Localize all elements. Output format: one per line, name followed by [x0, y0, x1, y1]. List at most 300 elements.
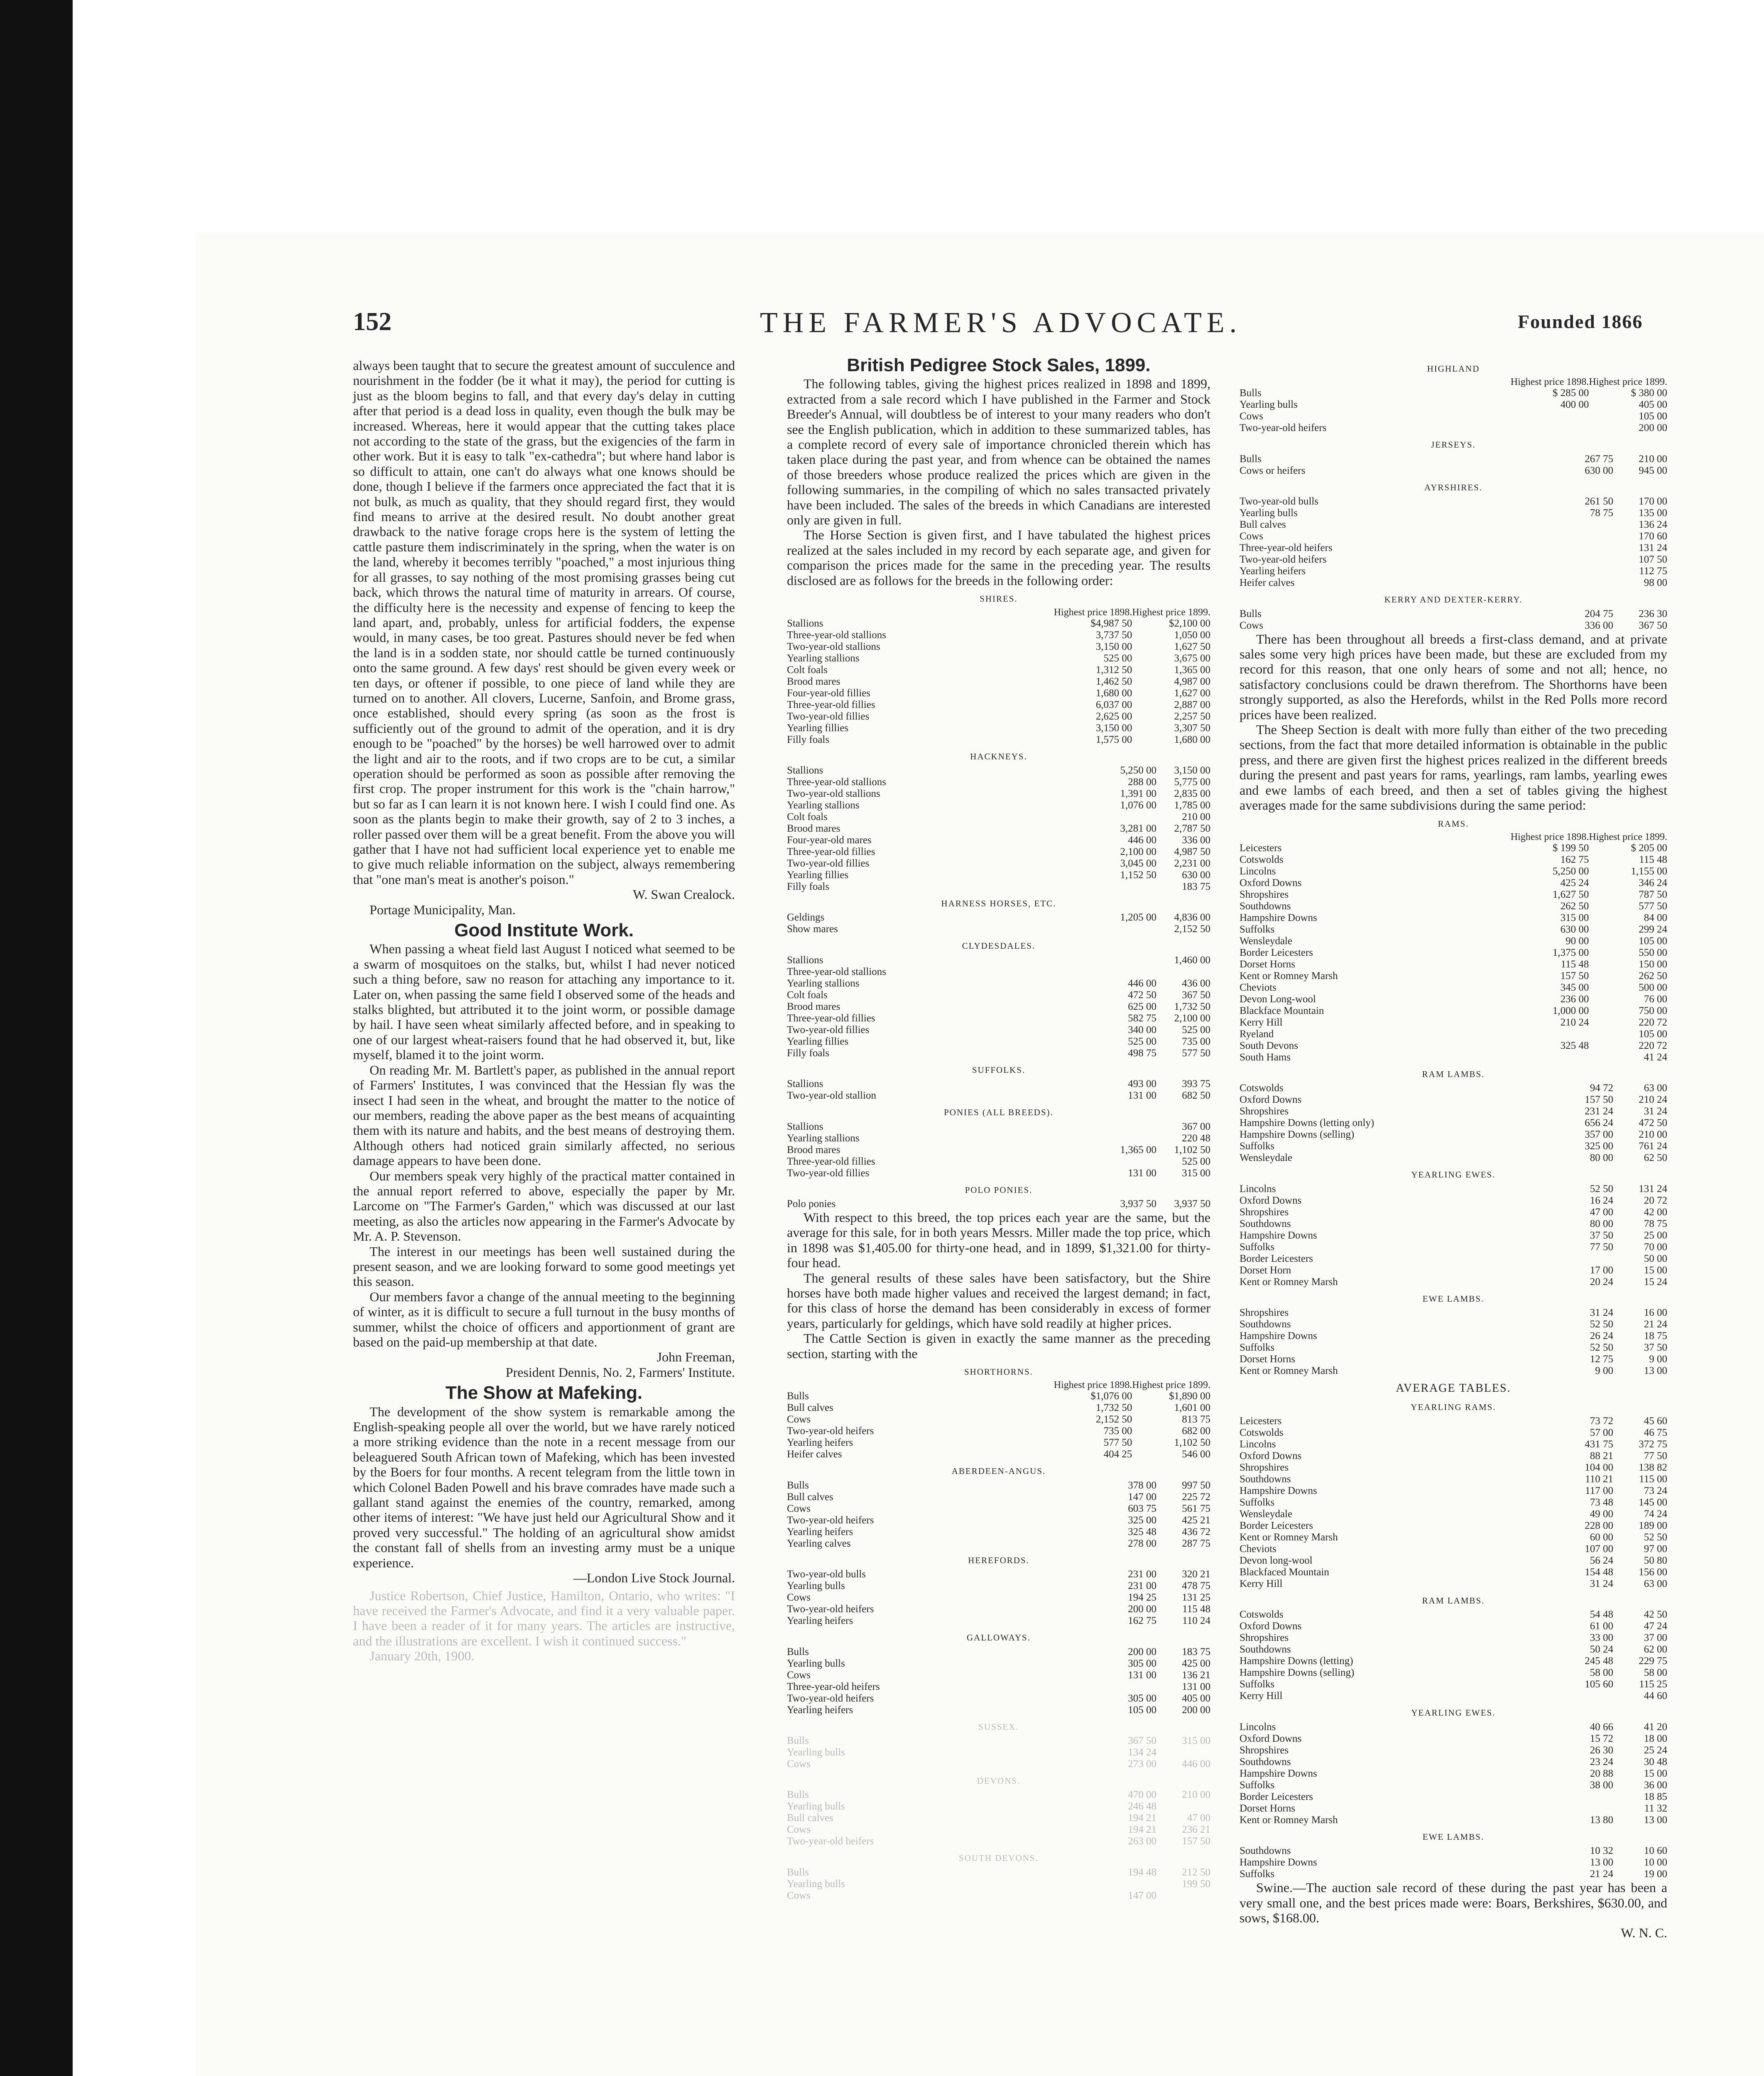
price-cell: 150 00: [1639, 958, 1667, 970]
price-cell: 117 00: [1585, 1485, 1613, 1496]
row-label: Stallions: [787, 617, 823, 629]
table-row: [787, 653, 1210, 664]
row-label: Oxford Downs: [1240, 1621, 1302, 1632]
row-label: Cotswolds: [1240, 1427, 1284, 1438]
price-cell: 105 60: [1585, 1679, 1613, 1690]
price-cell: 425 21: [1182, 1514, 1210, 1526]
price-cell: 372 75: [1639, 1438, 1667, 1450]
row-label: Two-year-old fillies: [787, 1167, 870, 1179]
table-caption: RAM LAMBS.: [1422, 1595, 1485, 1606]
row-label: Suffolks: [1240, 1679, 1275, 1690]
price-cell: 46 75: [1644, 1427, 1667, 1438]
price-cell: 131 00: [1182, 1681, 1210, 1692]
price-cell: 500 00: [1639, 982, 1667, 993]
price-cell: 1,365 00: [1120, 1144, 1156, 1156]
price-cell: 77 50: [1644, 1450, 1667, 1462]
table-row: [787, 1758, 1210, 1770]
paragraph: There has been throughout all breeds a first-class demand, and at private sales some very high prices have been made, but these are excluded from my record for this reason, that one only hears of some and not all; hence, no satisfactory conclusions could be drawn therefrom. The Shorthorns have been strongly supported, as also the Herefords, whilst in the Red Polls more record prices have been realized.: [1240, 631, 1667, 722]
paragraph: always been taught that to secure the greatest amount of succulence and nourishment in the fodder (be it what it may), the period for cutting is just as the bloom begins to fall, and that every day's delay in cutting after that period is a dead loss in quality, even though the bulk may be increased. Whereas, here it would appear that the cutting takes place not according to the state of the grass, but the exigencies of the farm in other work. But it is easy to talk "ex-cathedra"; but where hand labor is so difficult to attain, one can't do always what one knows should be done, though I believe if the farmers once appreciated the fact that it is not bulk, as much as quality, that they should regard first, they would find means to arrive at the desired result. No doubt another great drawback to the native forage crops here is the system of letting the cattle pasture them indiscriminately in the spring, when the water is on the land, whereby it becomes terribly "poached," a most injurious thing for all grasses, to say nothing of the most promising grasses being cut back, which throws the natural time of maturity in arrears. Of course, the difficulty here is the necessity and expense of fencing to keep the land apart, and, probably, unless for artificial fodders, the expense would, in many cases, be too great. Pastures should never be fed when the land is in a sodden state, nor should cattle be turned continuously onto the same ground. A few days' rest should be given every week or ten days, or oftener if possible, to one piece of land while they are turned on to another. All clovers, Lucerne, Sanfoin, and Brome grass, once established, should every spring (as soon as the frost is sufficiently out of the ground to admit of the operation, and it is dry enough to be "poached" by the horses) be well harrowed over to admit the light and air to the roots, and if two crops are to be cut, a similar operation should be performed as soon as possible after removing the first crop. The proper instrument for this work is the "chain harrow," but so far as I can learn it is not known here. I wish I could find one. As soon as the plants begin to make their growth, say of 2 to 3 inches, a roller passed over them will be a great benefit. From the above you will gather that I have not had sufficient local experience yet to enable me to give much reliable information on the subject, always remembering that "one man's meat is another's poison.": [353, 358, 735, 887]
table-row: [1240, 422, 1667, 434]
header-blank: [1240, 832, 1511, 842]
table-row: [787, 1024, 1210, 1036]
price-cell: 340 00: [1128, 1024, 1156, 1036]
price-cell: 183 75: [1182, 881, 1210, 892]
table-row: [1240, 1814, 1667, 1826]
table-row: [1240, 924, 1667, 935]
price-cell: 115 00: [1639, 1473, 1667, 1485]
table-row: [787, 629, 1210, 641]
row-label: Stallions: [787, 764, 823, 776]
row-label: Bulls: [787, 1866, 809, 1878]
price-cell: 50 00: [1644, 1253, 1667, 1264]
row-label: Bulls: [1240, 453, 1262, 465]
row-label: Three-year-old stallions: [787, 629, 886, 641]
table-row: [1240, 1450, 1667, 1462]
price-cell: 210 00: [1182, 1789, 1210, 1801]
table-row: [1240, 970, 1667, 982]
row-label: Shropshires: [1240, 1632, 1289, 1644]
price-cell: 115 25: [1639, 1679, 1667, 1690]
table-caption: RAM LAMBS.: [1422, 1069, 1485, 1079]
column-header: Highest price 1898.: [1510, 831, 1589, 842]
price-cell: 115 48: [1561, 958, 1589, 970]
table-row: [1240, 1439, 1667, 1450]
price-cell: [1156, 966, 1210, 978]
table-row: [787, 734, 1210, 746]
row-label: Dorset Horns: [1240, 1354, 1296, 1365]
article-heading: Good Institute Work.: [454, 920, 634, 941]
table-row: [1240, 1129, 1667, 1141]
price-cell: 231 24: [1585, 1106, 1613, 1117]
paragraph: The following tables, giving the highest prices realized in 1898 and 1899, extracted from a sale record which I have published in the Farmer and Stock Breeder's Annual, will doubtless be of interest to your many readers who don't see the English publication, which in addition to these summarized tables, has a complete record of every sale of importance chronicled therein which has taken place during the past year, and from whence can be obtained the names of those breeders whose produce realized the prices which are given in the following summaries, in the compiling of which no sales transacted privately have been included. The sales of the breeds in which Canadians are interested only are given in full.: [787, 376, 1210, 528]
price-cell: 25 00: [1644, 1229, 1667, 1241]
price-cell: $ 380 00: [1631, 387, 1667, 399]
row-label: Cotswolds: [1240, 1609, 1284, 1621]
row-label: Cows: [787, 1414, 811, 1425]
price-cell: 78 75: [1590, 507, 1613, 519]
table-caption: SOUTH DEVONS.: [959, 1853, 1039, 1863]
price-cell: [1559, 531, 1613, 542]
price-cell: 9 00: [1649, 1354, 1667, 1365]
row-label: Hampshire Downs (selling): [1240, 1129, 1355, 1141]
table-row: [787, 1747, 1210, 1758]
price-cell: 325 00: [1585, 1141, 1613, 1152]
column-header: Highest price 1899.: [1132, 1380, 1210, 1391]
table-row: [787, 1121, 1210, 1133]
price-cell: 115 48: [1639, 854, 1667, 865]
table-row: [787, 1425, 1210, 1437]
row-label: Two-year-old fillies: [787, 857, 870, 869]
price-cell: 110 21: [1585, 1473, 1613, 1485]
row-label: Oxford Downs: [1240, 1094, 1302, 1106]
price-cell: 9 00: [1595, 1365, 1613, 1377]
price-table: [1240, 1845, 1667, 1880]
table-caption: ABERDEEN-ANGUS.: [951, 1466, 1046, 1476]
row-label: Three-year-old stallions: [787, 776, 886, 788]
table-row: [1240, 994, 1667, 1005]
table-caption: HEREFORDS.: [968, 1555, 1029, 1565]
table-row: [1240, 982, 1667, 994]
price-cell: 2,100 00: [1120, 846, 1156, 857]
row-label: Yearling stallions: [787, 799, 860, 811]
row-label: Shropshires: [1240, 1106, 1289, 1117]
price-cell: 31 24: [1590, 1578, 1613, 1589]
row-label: Kerry Hill: [1240, 1016, 1283, 1028]
row-label: Heifer calves: [1240, 577, 1295, 589]
table-caption: KERRY AND DEXTER-KERRY.: [1384, 595, 1523, 605]
paragraph: Our members favor a change of the annual meeting to the beginning of winter, as it is difficult to secure a full turnout in the busy months of summer, whilst the choice of officers and apportionment of grant are based on the paid-up membership at that date.: [353, 1289, 735, 1349]
price-cell: 210 00: [1639, 1129, 1667, 1141]
price-cell: 58 00: [1644, 1667, 1667, 1679]
price-cell: 1,000 00: [1552, 1005, 1589, 1016]
price-cell: 15 72: [1590, 1733, 1613, 1744]
row-label: Yearling bulls: [1240, 399, 1298, 411]
row-label: Shropshires: [1240, 889, 1289, 900]
row-label: Dorset Horns: [1240, 958, 1296, 970]
price-cell: 33 00: [1590, 1632, 1613, 1644]
table-row: [1240, 399, 1667, 411]
price-cell: 1,102 50: [1174, 1144, 1210, 1156]
price-cell: [1102, 966, 1156, 978]
price-cell: 194 48: [1128, 1866, 1156, 1878]
price-cell: 525 00: [1128, 1036, 1156, 1047]
table-row: [1240, 1183, 1667, 1195]
row-label: Blackfaced Mountain: [1240, 1566, 1329, 1578]
price-cell: 156 00: [1639, 1566, 1667, 1578]
table-row: [1240, 620, 1667, 632]
table-row: [787, 912, 1210, 923]
price-cell: 107 50: [1639, 554, 1667, 566]
table-row: [1240, 542, 1667, 554]
row-label: Suffolks: [1240, 1241, 1275, 1253]
table-row: [787, 1001, 1210, 1013]
paragraph: When passing a wheat field last August I noticed what seemed to be a swarm of mosquitoes on the stalks, but, whilst I had never noticed such a thing before, saw no reason for attaching any importance to it. Later on, when passing the same field I observed some of the heads and stalks blighted, but attributed it to the joint worm, or possible damage by hail. I have seen wheat similarly affected before, and in speaking to one of our largest wheat-raisers found that he had observed it, but, like myself, blamed it to the joint worm.: [353, 941, 735, 1062]
price-cell: [1559, 1803, 1613, 1814]
price-cell: 236 00: [1560, 993, 1589, 1005]
price-cell: 131 24: [1639, 1183, 1667, 1195]
price-cell: 52 50: [1644, 1531, 1667, 1543]
price-cell: 136 21: [1182, 1669, 1210, 1681]
price-cell: 154 48: [1585, 1566, 1613, 1578]
table-row: [1240, 959, 1667, 970]
price-cell: 336 00: [1585, 619, 1613, 631]
row-label: Hampshire Downs: [1240, 1768, 1317, 1779]
price-cell: $ 205 00: [1631, 842, 1667, 854]
table-row: [1240, 1218, 1667, 1230]
table-row: [787, 858, 1210, 869]
price-cell: 735 00: [1103, 1425, 1132, 1437]
price-cell: 199 50: [1182, 1878, 1210, 1890]
paragraph: The development of the show system is remarkable among the English-speaking people all over the world, but we have rarely noticed a more striking evidence than the note in a recent message from our beleaguered South African town of Mafeking, which has been invested by the Boers for four months. A recent telegram from the little town in which Colonel Baden Powell and his brave comrades have made such a gallant stand against the enemies of the country, remarked, among other items of interest: "We have just held our Agricultural Show and it proved very successful." The holding of an agricultural show amidst the constant fall of shells from an investing army must be a unique experience.: [353, 1404, 735, 1570]
table-header-row: [787, 607, 1210, 618]
table-row: [1240, 1082, 1667, 1094]
table-row: [787, 711, 1210, 722]
table-row: [1240, 1365, 1667, 1377]
price-cell: 400 00: [1560, 399, 1589, 411]
price-cell: 357 00: [1585, 1129, 1613, 1141]
price-cell: 105 00: [1639, 1028, 1667, 1040]
table-row: [1240, 901, 1667, 912]
price-cell: 3,045 00: [1120, 857, 1156, 869]
price-cell: 582 75: [1128, 1012, 1156, 1024]
table-row: [1240, 1017, 1667, 1028]
table-row: [1240, 1520, 1667, 1532]
paragraph: On reading Mr. M. Bartlett's paper, as published in the annual report of Farmers' Institutes, I was convinced that the Hessian fly was the insect I had seen in the wheat, and brought the matter to the notice of our members, reading the above paper as the best means of acquainting them with its nature and habits, and the best means of destroying them. Although others had noticed grain similarly affected, no serious damage appears to have been done.: [353, 1062, 735, 1168]
row-label: Cows: [1240, 531, 1263, 542]
table-row: [1240, 1241, 1667, 1253]
price-cell: $ 199 50: [1552, 842, 1589, 854]
table-caption: SUSSEX.: [978, 1721, 1019, 1732]
price-cell: $1,890 00: [1169, 1391, 1210, 1402]
row-label: Cows or heifers: [1240, 465, 1306, 476]
row-label: Yearling calves: [787, 1537, 851, 1549]
price-cell: 997 50: [1182, 1479, 1210, 1491]
row-label: Yearling heifers: [787, 1526, 853, 1537]
row-label: Hampshire Downs (selling): [1240, 1667, 1355, 1679]
row-label: Suffolks: [1240, 1779, 1275, 1791]
price-cell: 60 00: [1590, 1531, 1613, 1543]
price-cell: 525 00: [1182, 1156, 1210, 1167]
column-1: [353, 358, 735, 1664]
row-label: Yearling stallions: [787, 1132, 860, 1144]
price-cell: 656 24: [1585, 1117, 1613, 1129]
price-cell: 210 24: [1560, 1016, 1589, 1028]
price-cell: 2,100 00: [1174, 1012, 1210, 1024]
price-cell: 10 00: [1644, 1857, 1667, 1868]
price-cell: 135 00: [1639, 507, 1667, 519]
table-row: [787, 1789, 1210, 1801]
price-cell: 52 50: [1590, 1319, 1613, 1330]
table-row: [1240, 1094, 1667, 1106]
table-row: [787, 1480, 1210, 1491]
row-label: Cows: [1240, 411, 1263, 422]
price-cell: 3,150 00: [1095, 641, 1132, 652]
row-label: Kerry Hill: [1240, 1690, 1283, 1702]
row-label: Border Leicesters: [1240, 1253, 1313, 1264]
price-cell: $4,987 50: [1090, 617, 1132, 629]
row-label: Yearling fillies: [787, 722, 849, 734]
price-cell: 231 00: [1128, 1580, 1156, 1592]
price-cell: 134 24: [1128, 1747, 1156, 1758]
row-label: Bulls: [787, 1735, 809, 1747]
price-cell: 405 00: [1182, 1692, 1210, 1704]
row-label: Four-year-old fillies: [787, 687, 871, 699]
price-cell: 20 72: [1644, 1195, 1667, 1206]
price-cell: 446 00: [1182, 1758, 1210, 1770]
row-label: Bulls: [787, 1789, 809, 1801]
price-cell: 47 00: [1187, 1812, 1210, 1824]
row-label: Kent or Romney Marsh: [1240, 1276, 1338, 1288]
row-label: Filly foals: [787, 881, 830, 892]
price-cell: 305 00: [1128, 1692, 1156, 1704]
table-caption: EWE LAMBS.: [1422, 1831, 1485, 1842]
table-row: [1240, 1857, 1667, 1868]
price-cell: 157 50: [1560, 970, 1589, 982]
price-cell: $2,100 00: [1169, 617, 1210, 629]
price-cell: 1,205 00: [1120, 912, 1156, 923]
table-row: [1240, 577, 1667, 589]
table-row: [1240, 1342, 1667, 1354]
price-cell: 1,627 50: [1174, 641, 1210, 652]
price-cell: 229 75: [1639, 1655, 1667, 1667]
signature: W. N. C.: [1621, 1925, 1667, 1941]
row-label: Two-year-old stallions: [787, 788, 880, 799]
row-label: Brood mares: [787, 676, 840, 687]
row-label: Bull calves: [787, 1402, 833, 1414]
table-row: [1240, 1667, 1667, 1679]
row-label: Southdowns: [1240, 1319, 1291, 1330]
price-cell: [1559, 554, 1613, 566]
table-row: [787, 881, 1210, 893]
price-cell: 2,887 00: [1174, 699, 1210, 710]
table-row: [1240, 1117, 1667, 1129]
price-cell: 577 50: [1639, 900, 1667, 912]
price-cell: 12 75: [1590, 1354, 1613, 1365]
row-label: Suffolks: [1240, 1141, 1275, 1152]
page-number: 152: [353, 308, 392, 336]
price-cell: 11 32: [1644, 1802, 1667, 1814]
price-cell: 262 50: [1560, 900, 1589, 912]
row-label: Yearling bulls: [787, 1580, 845, 1592]
table-row: [787, 966, 1210, 978]
price-cell: 261 50: [1585, 496, 1613, 507]
price-cell: 1,462 50: [1095, 676, 1132, 687]
article-heading: British Pedigree Stock Sales, 1899.: [847, 355, 1151, 375]
paragraph: Our members speak very highly of the practical matter contained in the annual report referred to above, especially the paper by Mr. Larcome on "The Farmer's Garden," which was discussed at our last meeting, as also the articles now appearing in the Farmer's Advocate by Mr. A. P. Stevenson.: [353, 1168, 735, 1244]
price-cell: 37 00: [1644, 1632, 1667, 1644]
price-table: [1240, 1307, 1667, 1377]
table-row: [787, 1867, 1210, 1878]
row-label: Stallions: [787, 954, 823, 966]
paragraph: The Cattle Section is given in exactly the same manner as the preceding section, starting with the: [787, 1331, 1210, 1361]
price-cell: 80 00: [1590, 1152, 1613, 1164]
row-label: Lincolns: [1240, 1438, 1276, 1450]
price-cell: [1559, 566, 1613, 577]
table-row: [1240, 1152, 1667, 1164]
price-cell: 18 75: [1644, 1330, 1667, 1342]
price-table: [1240, 1609, 1667, 1702]
price-cell: 189 00: [1639, 1520, 1667, 1531]
row-label: Southdowns: [1240, 1644, 1291, 1655]
table-row: [1240, 566, 1667, 577]
row-label: Bull calves: [787, 1812, 833, 1824]
table-row: [787, 1878, 1210, 1890]
price-cell: 138 82: [1639, 1462, 1667, 1473]
price-cell: 1,312 50: [1095, 664, 1132, 676]
table-header-row: [1240, 832, 1667, 842]
row-label: Leicesters: [1240, 842, 1282, 854]
price-cell: 13 00: [1590, 1857, 1613, 1868]
table-row: [787, 1503, 1210, 1515]
price-cell: 31 24: [1644, 1106, 1667, 1117]
price-cell: 170 60: [1639, 531, 1667, 542]
average-tables: [1240, 1400, 1667, 1880]
price-cell: 105 00: [1639, 935, 1667, 947]
row-label: Two-year-old fillies: [787, 710, 870, 722]
price-table: [787, 1789, 1210, 1847]
scan-border: [0, 0, 73, 2076]
price-cell: 750 00: [1639, 1005, 1667, 1016]
price-table: [787, 765, 1210, 893]
row-label: Two-year-old stallions: [787, 641, 880, 652]
row-label: Yearling heifers: [787, 1437, 853, 1449]
price-cell: 682 50: [1182, 1090, 1210, 1102]
price-cell: 26 30: [1590, 1744, 1613, 1756]
price-cell: 1,391 00: [1120, 788, 1156, 799]
row-label: Three-year-old stallions: [787, 966, 886, 977]
row-label: Border Leicesters: [1240, 947, 1313, 958]
price-cell: 84 00: [1644, 912, 1667, 923]
price-cell: 18 85: [1644, 1791, 1667, 1802]
price-cell: 4,987 00: [1174, 676, 1210, 687]
price-cell: 52 50: [1590, 1183, 1613, 1195]
price-cell: 577 50: [1103, 1437, 1132, 1449]
table-row: [1240, 1768, 1667, 1780]
table-row: [1240, 1567, 1667, 1578]
price-cell: 131 00: [1128, 1669, 1156, 1681]
price-table: [787, 1569, 1210, 1627]
source-credit: —London Live Stock Journal.: [573, 1570, 735, 1586]
price-cell: 88 21: [1590, 1450, 1613, 1462]
price-cell: 204 75: [1585, 608, 1613, 619]
price-cell: 44 60: [1644, 1690, 1667, 1702]
table-row: [787, 722, 1210, 734]
price-cell: 212 50: [1182, 1866, 1210, 1878]
price-cell: 136 24: [1639, 519, 1667, 531]
price-cell: [1156, 1801, 1210, 1812]
table-row: [1240, 507, 1667, 519]
table-row: [1240, 554, 1667, 566]
table-row: [787, 923, 1210, 935]
price-cell: 45 60: [1644, 1415, 1667, 1427]
row-label: Yearling bulls: [1240, 507, 1298, 519]
price-cell: 577 50: [1182, 1047, 1210, 1059]
price-cell: 10 32: [1590, 1845, 1613, 1857]
row-label: Three-year-old fillies: [787, 1156, 875, 1167]
row-label: Dorset Horn: [1240, 1264, 1291, 1276]
row-label: Colt foals: [787, 664, 828, 676]
row-label: Polo ponies: [787, 1198, 836, 1209]
row-label: Dorset Horns: [1240, 1802, 1296, 1814]
price-table: [1240, 1183, 1667, 1288]
price-cell: 131 00: [1128, 1167, 1156, 1179]
table-row: [1240, 1265, 1667, 1276]
table-row: [1240, 1543, 1667, 1555]
price-cell: 498 75: [1128, 1047, 1156, 1059]
price-cell: 220 48: [1182, 1132, 1210, 1144]
table-row: [1240, 1578, 1667, 1590]
row-label: Cows: [787, 1890, 811, 1901]
price-cell: [1102, 1121, 1156, 1133]
table-row: [1240, 842, 1667, 854]
price-cell: 3,737 50: [1095, 629, 1132, 641]
price-cell: 245 48: [1585, 1655, 1613, 1667]
price-cell: 78 75: [1644, 1218, 1667, 1229]
price-cell: 436 00: [1182, 977, 1210, 989]
price-cell: 1,680 00: [1174, 734, 1210, 745]
row-label: Bull calves: [1240, 519, 1286, 531]
row-label: Yearling heifers: [787, 1704, 853, 1716]
row-label: Two-year-old heifers: [1240, 554, 1327, 566]
price-cell: 56 24: [1590, 1555, 1613, 1566]
table-row: [1240, 387, 1667, 399]
price-table: [1240, 1082, 1667, 1164]
row-label: Colt foals: [787, 989, 828, 1001]
row-label: Hampshire Downs: [1240, 912, 1317, 923]
price-cell: 630 00: [1585, 465, 1613, 476]
price-cell: [1559, 577, 1613, 589]
row-label: Yearling fillies: [787, 1036, 849, 1047]
